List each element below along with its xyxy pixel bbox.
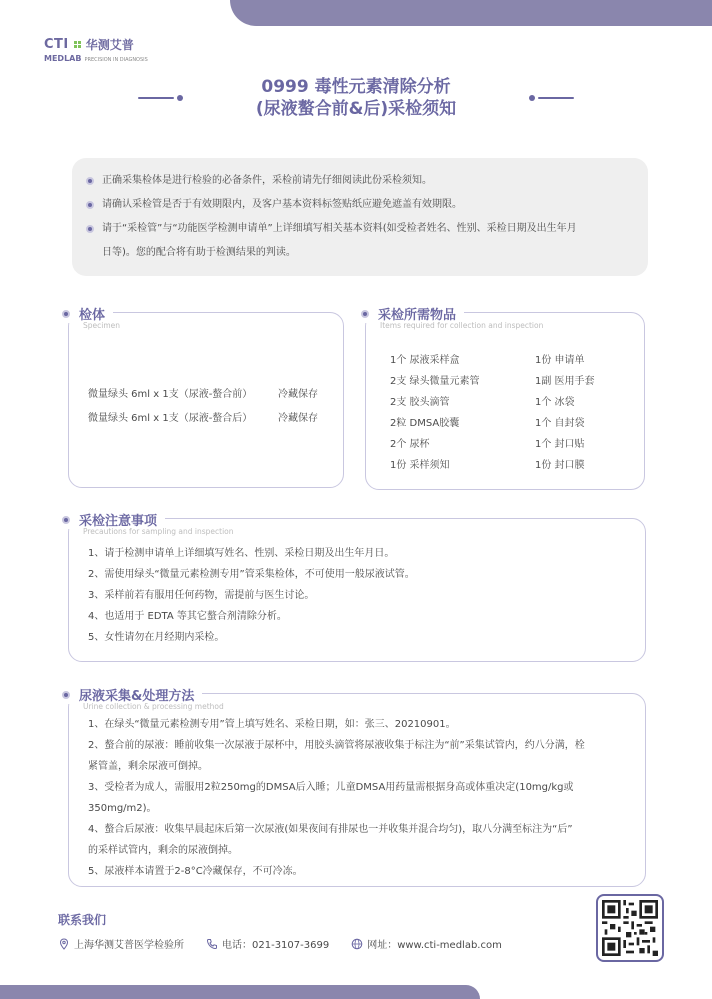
specimen-storage: 冷藏保存 (278, 389, 318, 400)
precaution-item: 5、女性请勿在月经期内采检。 (88, 632, 225, 643)
specimen-storage: 冷藏保存 (278, 413, 318, 424)
supply-item: 1份 封口膜 (535, 460, 585, 471)
top-decorative-band (230, 0, 712, 26)
specimen-desc: 微量绿头 6ml x 1支（尿液-螯合前） (88, 389, 253, 400)
supply-item: 2个 尿杯 (390, 439, 430, 450)
bullet-icon (86, 201, 94, 209)
processing-line: 3、受检者为成人，需服用2粒250mg的DMSA后入睡；儿童DMSA用药量需根据身高或体重决定(10mg/kg或 (88, 782, 574, 793)
precaution-item: 3、采样前若有服用任何药物，需提前与医生讨论。 (88, 590, 315, 601)
supply-item: 1份 申请单 (535, 355, 585, 366)
processing-line: 4、螯合后尿液：收集早晨起床后第一次尿液(如果夜间有排尿也一并收集并混合均匀)，取八分满至标注为“后” (88, 824, 573, 835)
bullet-icon (86, 177, 94, 185)
page-title (0, 76, 712, 120)
processing-list (88, 714, 585, 882)
phone-icon (206, 938, 218, 950)
logo-mark-icon (74, 41, 81, 48)
notice-panel (72, 158, 648, 276)
contact-row (58, 936, 502, 951)
section-dot-icon (62, 516, 70, 524)
supply-item: 2支 绿头微量元素管 (390, 376, 480, 387)
precaution-item: 1、请于检测申请单上详细填写姓名、性别、采检日期及出生年月日。 (88, 548, 395, 559)
contact-title: 联系我们 (58, 913, 107, 927)
page-title-line2: (尿液螯合前&后)采检须知 (255, 99, 457, 119)
precautions-title-en: Precautions for sampling and inspection (83, 527, 234, 536)
supply-item: 2粒 DMSA胶囊 (390, 418, 460, 429)
section-dot-icon (62, 310, 70, 318)
processing-line: 紧管盖，剩余尿液可倒掉。 (88, 761, 208, 772)
notice-item: 正确采集检体是进行检验的必备条件，采检前请先仔细阅读此份采检须知。 (86, 169, 634, 193)
supply-item: 1份 采样须知 (390, 460, 450, 471)
globe-icon (351, 938, 363, 950)
logo-brand-cn: 华测艾普 (85, 38, 134, 52)
logo-tagline: PRECISION IN DIAGNOSIS (84, 57, 148, 63)
section-dot-icon (62, 691, 70, 699)
processing-title: 尿液采集&处理方法 (79, 689, 195, 704)
supplies-list-right (535, 350, 595, 476)
specimen-box (68, 312, 344, 488)
precaution-item: 2、需使用绿头“微量元素检测专用”管采集检体，不可使用一般尿液试管。 (88, 569, 415, 580)
supplies-list-left (390, 350, 480, 476)
processing-line: 1、在绿头“微量元素检测专用”管上填写姓名、采检日期，如：张三、20210901。 (88, 719, 456, 730)
supply-item: 1个 尿液采样盒 (390, 355, 460, 366)
notice-item-continued: 日等)。您的配合将有助于检测结果的判读。 (102, 247, 296, 258)
section-dot-icon (361, 310, 369, 318)
processing-line: 的采样试管内，剩余的尿液倒掉。 (88, 845, 238, 856)
supply-item: 2支 胶头滴管 (390, 397, 450, 408)
location-icon (58, 938, 70, 950)
contact-phone: 电话：021-3107-3699 (222, 940, 330, 951)
bottom-decorative-band (0, 985, 480, 999)
specimen-desc: 微量绿头 6ml x 1支（尿液-螯合后） (88, 413, 253, 424)
processing-title-en: Urine collection & processing method (83, 702, 224, 711)
company-logo (44, 36, 148, 63)
precautions-title: 采检注意事项 (79, 514, 158, 529)
precaution-item: 4、也适用于 EDTA 等其它螯合剂清除分析。 (88, 611, 287, 622)
bullet-icon (86, 225, 94, 233)
supplies-title: 采检所需物品 (378, 308, 457, 323)
logo-medlab: MEDLAB (44, 54, 82, 63)
page-title-line1: 0999 毒性元素清除分析 (261, 77, 451, 97)
processing-line: 5、尿液样本请置于2-8°C冷藏保存，不可冷冻。 (88, 866, 303, 877)
logo-brand: CTI (44, 37, 69, 52)
supply-item: 1个 自封袋 (535, 418, 585, 429)
specimen-title: 检体 (79, 308, 106, 323)
contact-website: 网址：www.cti-medlab.com (367, 940, 502, 951)
supply-item: 1个 封口贴 (535, 439, 585, 450)
qr-code-pattern (602, 900, 658, 956)
contact-address: 上海华测艾普医学检验所 (74, 940, 184, 951)
specimen-title-en: Specimen (83, 321, 121, 330)
notice-item: 请于“采检管”与“功能医学检测申请单”上详细填写相关基本资料(如受检者姓名、性别、采检日期及出生年月 (86, 217, 634, 241)
processing-line: 350mg/m2)。 (88, 803, 157, 814)
processing-line: 2、螯合前的尿液：睡前收集一次尿液于尿杯中，用胶头滴管将尿液收集于标注为“前”采集试管内，约八分满，栓 (88, 740, 585, 751)
supplies-title-en: Items required for collection and inspection (380, 321, 544, 330)
precautions-list (88, 543, 415, 648)
supply-item: 1个 冰袋 (535, 397, 575, 408)
qr-code (596, 894, 664, 962)
specimen-row (88, 385, 318, 400)
supply-item: 1副 医用手套 (535, 376, 595, 387)
specimen-row (88, 409, 318, 424)
notice-item: 请确认采检管是否于有效期限内，及客户基本资料标签贴纸应避免遮盖有效期限。 (86, 193, 634, 217)
